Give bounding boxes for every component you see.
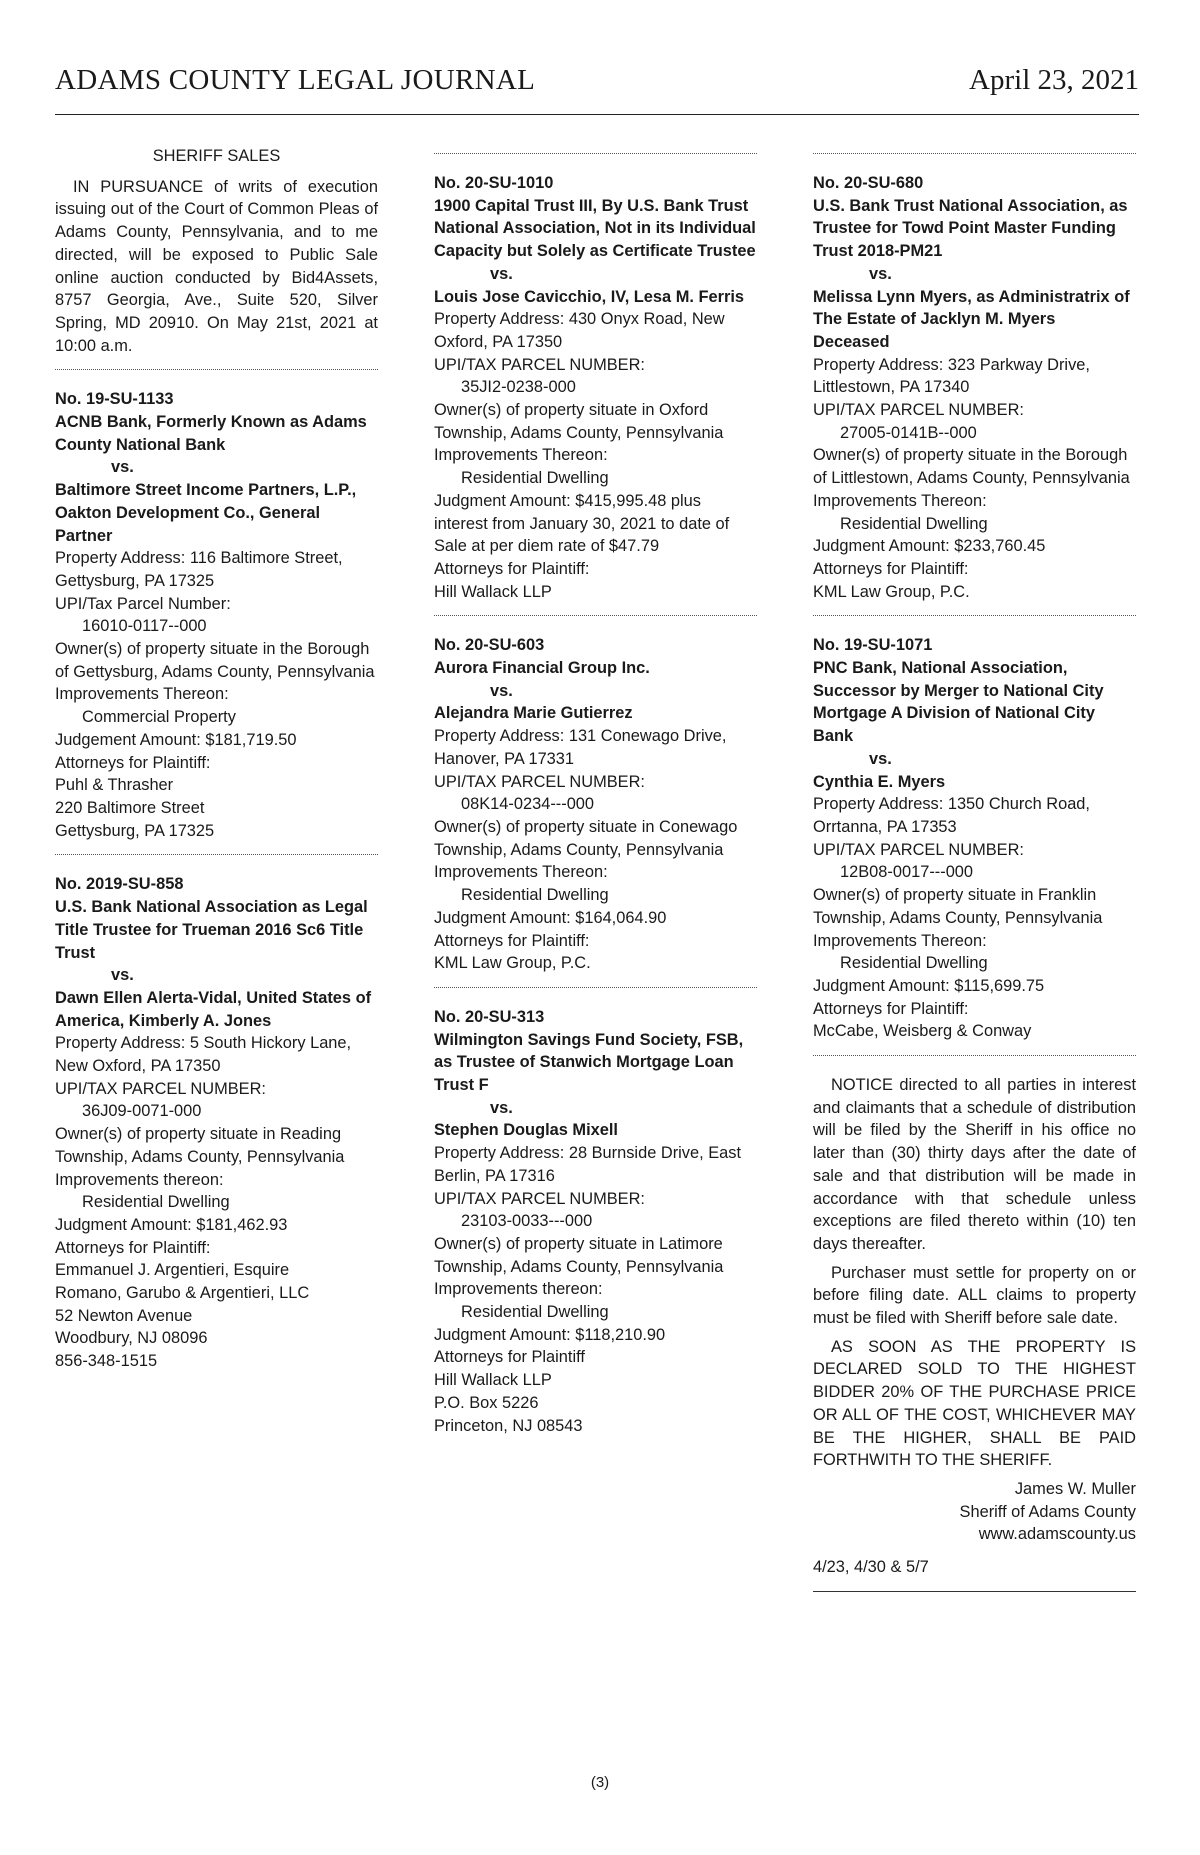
owner-location: Owner(s) of property situate in Latimore Township, Adams County, Pennsylvania xyxy=(434,1234,724,1276)
versus: vs. xyxy=(490,681,513,700)
versus: vs. xyxy=(869,749,892,768)
defendant: Cynthia E. Myers xyxy=(813,772,946,791)
defendant: Melissa Lynn Myers, as Administratrix of The Estate of Jacklyn M. Myers Deceased xyxy=(813,287,1130,351)
parcel-label: UPI/TAX PARCEL NUMBER: xyxy=(434,772,645,791)
improvements: Residential Dwelling xyxy=(82,1193,230,1212)
signer-title: Sheriff of Adams County xyxy=(959,1502,1136,1521)
defendant: Dawn Ellen Alerta-Vidal, United States of America, Kimberly A. Jones xyxy=(55,988,372,1030)
defendant: Stephen Douglas Mixell xyxy=(434,1121,618,1140)
owner-location: Owner(s) of property situate in Oxford Township, Adams County, Pennsylvania xyxy=(434,401,724,442)
dotted-divider xyxy=(813,615,1136,616)
attorney-line: P.O. Box 5226 xyxy=(434,1393,539,1412)
improvements-label: Improvements Thereon: xyxy=(434,863,608,882)
attorney-line: Hill Wallack LLP xyxy=(434,582,552,601)
case-number: No. 19-SU-1071 xyxy=(813,636,933,655)
improvements: Commercial Property xyxy=(82,708,236,727)
distribution-notice xyxy=(813,1074,1136,1592)
case-number: No. 20-SU-680 xyxy=(813,174,924,192)
owner-location: Owner(s) of property situate in the Borough of Littlestown, Adams County, Pennsylvania xyxy=(813,446,1130,488)
column-2 xyxy=(434,143,757,1437)
improvements: Residential Dwelling xyxy=(461,1303,609,1322)
parcel-label: UPI/Tax Parcel Number: xyxy=(55,594,231,613)
property-address: Property Address: 5 South Hickory Lane, New Oxford, PA 17350 xyxy=(55,1034,352,1076)
property-address: Property Address: 430 Onyx Road, New Oxford, PA 17350 xyxy=(434,310,725,351)
dotted-divider xyxy=(55,369,378,370)
versus: vs. xyxy=(490,264,513,283)
dotted-divider xyxy=(434,615,757,616)
improvements-label: Improvements Thereon: xyxy=(813,491,987,510)
sale-notice xyxy=(813,172,1136,603)
improvements: Residential Dwelling xyxy=(840,954,988,973)
attorney-line: 52 Newton Avenue xyxy=(55,1306,193,1325)
sale-notice xyxy=(55,388,378,842)
journal-title: ADAMS COUNTY LEGAL JOURNAL xyxy=(55,64,536,96)
plaintiff: PNC Bank, National Association, Successor by Merger to National City Mortgage A Division of National City Bank xyxy=(813,659,1104,746)
parcel-number: 12B08-0017---000 xyxy=(840,863,974,882)
improvements-label: Improvements Thereon: xyxy=(813,931,987,950)
parcel-number: 27005-0141B--000 xyxy=(840,423,977,442)
improvements-label: Improvements Thereon: xyxy=(55,685,229,704)
parcel-number: 08K14-0234---000 xyxy=(461,795,595,814)
attorney-line: 220 Baltimore Street xyxy=(55,798,205,817)
plaintiff: U.S. Bank National Association as Legal Title Trustee for Trueman 2016 Sc6 Title Trust xyxy=(55,898,368,962)
judgment-amount: Judgement Amount: $181,719.50 xyxy=(55,730,297,749)
publication-dates: 4/23, 4/30 & 5/7 xyxy=(813,1558,929,1577)
attorney-line: Romano, Garubo & Argentieri, LLC xyxy=(55,1284,310,1303)
attorney-line: Gettysburg, PA 17325 xyxy=(55,821,215,840)
parcel-number: 23103-0033---000 xyxy=(461,1212,593,1231)
parcel-label: UPI/TAX PARCEL NUMBER: xyxy=(813,401,1024,420)
property-address: Property Address: 116 Baltimore Street, Gettysburg, PA 17325 xyxy=(55,549,343,590)
plaintiff: Wilmington Savings Fund Society, FSB, as Trustee of Stanwich Mortgage Loan Trust F xyxy=(434,1030,744,1095)
dotted-divider xyxy=(813,153,1136,154)
judgment-amount: Judgment Amount: $233,760.45 xyxy=(813,537,1046,556)
improvements-label: Improvements thereon: xyxy=(55,1170,224,1189)
sale-notice xyxy=(434,634,757,975)
property-address: Property Address: 323 Parkway Drive, Littlestown, PA 17340 xyxy=(813,355,1090,397)
property-address: Property Address: 28 Burnside Drive, East Berlin, PA 17316 xyxy=(434,1144,742,1185)
judgment-amount: Judgment Amount: $164,064.90 xyxy=(434,908,667,927)
improvements-label: Improvements Thereon: xyxy=(434,446,608,465)
page-number: (3) xyxy=(590,1774,610,1791)
intro-paragraph: IN PURSUANCE of writs of execution issuing out of the Court of Common Pleas of Adams County, Pennsylvania, and to me directed, will be exposed to Public Sale online auction conducted by Bid4Assets, 8757 Georgia, Ave., Suite 520, Silver Spring, MD 20910. On May 21st, 2021 at 10:00 a.m. xyxy=(55,177,378,355)
parcel-number: 36J09-0071-000 xyxy=(82,1102,202,1121)
defendant: Louis Jose Cavicchio, IV, Lesa M. Ferris xyxy=(434,287,745,306)
attorney-line: Hill Wallack LLP xyxy=(434,1371,552,1390)
defendant: Alejandra Marie Gutierrez xyxy=(434,704,633,723)
attorneys-label: Attorneys for Plaintiff: xyxy=(813,559,969,578)
plaintiff: U.S. Bank Trust National Association, as Trustee for Towd Point Master Funding Trust 2018-PM21 xyxy=(813,196,1128,261)
page-header xyxy=(55,64,1139,115)
case-number: No. 20-SU-1010 xyxy=(434,174,554,192)
improvements: Residential Dwelling xyxy=(461,469,609,488)
parcel-label: UPI/TAX PARCEL NUMBER: xyxy=(55,1079,266,1098)
versus: vs. xyxy=(490,1098,513,1117)
attorneys-label: Attorneys for Plaintiff: xyxy=(55,1238,211,1257)
notice-paragraph: Purchaser must settle for property on or before filing date. ALL claims to property must be filed with Sheriff before sale date. xyxy=(813,1263,1136,1328)
plaintiff: ACNB Bank, Formerly Known as Adams County National Bank xyxy=(55,413,367,454)
attorneys-label: Attorneys for Plaintiff xyxy=(434,1348,585,1367)
attorney-line: KML Law Group, P.C. xyxy=(434,954,591,973)
attorney-line: KML Law Group, P.C. xyxy=(813,582,970,601)
attorney-line: 856-348-1515 xyxy=(55,1352,158,1371)
property-address: Property Address: 1350 Church Road, Orrtanna, PA 17353 xyxy=(813,795,1090,836)
improvements: Residential Dwelling xyxy=(461,886,609,905)
improvements: Residential Dwelling xyxy=(840,514,988,533)
plaintiff: 1900 Capital Trust III, By U.S. Bank Trust National Association, Not in its Individual Capacity but Solely as Certificate Trustee xyxy=(434,196,756,261)
attorneys-label: Attorneys for Plaintiff: xyxy=(813,999,969,1018)
column-1 xyxy=(55,145,378,1373)
dotted-divider xyxy=(813,1055,1136,1056)
dotted-divider xyxy=(55,854,378,855)
attorney-line: Emmanuel J. Argentieri, Esquire xyxy=(55,1261,290,1280)
sale-notice xyxy=(813,634,1136,1043)
parcel-number: 35JI2-0238-000 xyxy=(461,378,576,397)
owner-location: Owner(s) of property situate in Reading Township, Adams County, Pennsylvania xyxy=(55,1125,345,1166)
sale-notice xyxy=(434,1006,757,1437)
versus: vs. xyxy=(111,966,134,985)
property-address: Property Address: 131 Conewago Drive, Hanover, PA 17331 xyxy=(434,727,727,768)
judgment-amount: Judgment Amount: $415,995.48 plus interest from January 30, 2021 to date of Sale at per diem rate of $47.79 xyxy=(434,491,730,556)
attorney-line: Woodbury, NJ 08096 xyxy=(55,1329,208,1348)
signer-name: James W. Muller xyxy=(1014,1479,1136,1498)
attorney-line: Puhl & Thrasher xyxy=(55,776,174,795)
section-title: SHERIFF SALES xyxy=(152,147,281,165)
notice-paragraph: NOTICE directed to all parties in interest and claimants that a schedule of distribution will be filed by the Sheriff in his office no later than (30) thirty days after the date of sale and that distribution will be made in accordance with that schedule unless exceptions are filed thereto within (10) ten days thereafter. xyxy=(813,1076,1136,1253)
dotted-divider xyxy=(434,153,757,154)
case-number: No. 19-SU-1133 xyxy=(55,390,174,409)
sale-notice xyxy=(55,873,378,1372)
parcel-label: UPI/TAX PARCEL NUMBER: xyxy=(434,1189,645,1208)
owner-location: Owner(s) of property situate in Conewago Township, Adams County, Pennsylvania xyxy=(434,817,738,859)
sheriff-website: www.adamscounty.us xyxy=(978,1525,1136,1544)
attorneys-label: Attorneys for Plaintiff: xyxy=(434,559,590,578)
judgment-amount: Judgment Amount: $181,462.93 xyxy=(55,1215,288,1234)
notice-paragraph: AS SOON AS THE PROPERTY IS DECLARED SOLD TO THE HIGHEST BIDDER 20% OF THE PURCHASE PRICE OR ALL OF THE COST, WHICHEVER MAY BE THE HIGHER, SHALL BE PAID FORTHWITH TO THE SHERIFF. xyxy=(813,1337,1136,1470)
improvements-label: Improvements thereon: xyxy=(434,1280,603,1299)
attorneys-label: Attorneys for Plaintiff: xyxy=(55,753,211,772)
issue-date: April 23, 2021 xyxy=(969,64,1139,96)
attorneys-label: Attorneys for Plaintiff: xyxy=(434,931,590,950)
owner-location: Owner(s) of property situate in the Borough of Gettysburg, Adams County, Pennsylvania xyxy=(55,640,375,681)
versus: vs. xyxy=(111,458,134,477)
attorney-line: McCabe, Weisberg & Conway xyxy=(813,1022,1032,1041)
column-3 xyxy=(813,143,1136,1592)
end-rule xyxy=(813,1591,1136,1592)
judgment-amount: Judgment Amount: $118,210.90 xyxy=(434,1325,666,1344)
parcel-number: 16010-0117--000 xyxy=(82,617,207,636)
owner-location: Owner(s) of property situate in Franklin Township, Adams County, Pennsylvania xyxy=(813,886,1103,927)
case-number: No. 20-SU-603 xyxy=(434,636,545,655)
case-number: No. 20-SU-313 xyxy=(434,1007,545,1026)
case-number: No. 2019-SU-858 xyxy=(55,875,184,894)
attorney-line: Princeton, NJ 08543 xyxy=(434,1416,583,1435)
judgment-amount: Judgment Amount: $115,699.75 xyxy=(813,976,1045,995)
dotted-divider xyxy=(434,987,757,988)
defendant: Baltimore Street Income Partners, L.P., Oakton Development Co., General Partner xyxy=(55,481,357,545)
versus: vs. xyxy=(869,264,892,283)
parcel-label: UPI/TAX PARCEL NUMBER: xyxy=(813,840,1024,859)
plaintiff: Aurora Financial Group Inc. xyxy=(434,659,650,678)
parcel-label: UPI/TAX PARCEL NUMBER: xyxy=(434,355,645,374)
sale-notice xyxy=(434,172,757,603)
